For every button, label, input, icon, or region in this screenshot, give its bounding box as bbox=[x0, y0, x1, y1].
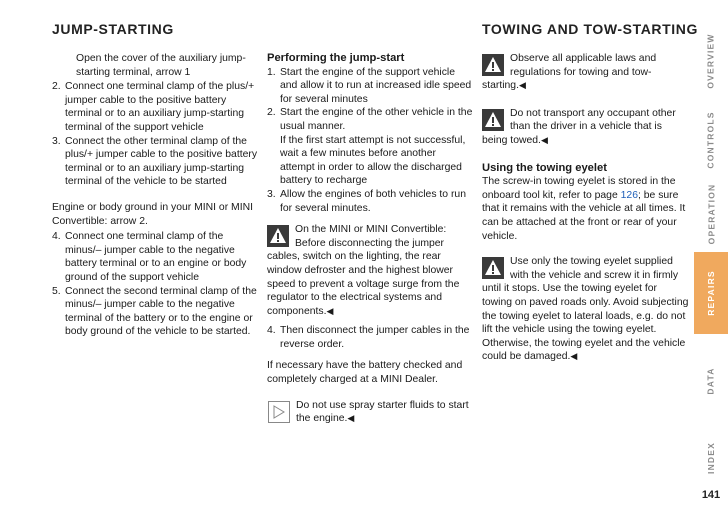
end-mark: ◀ bbox=[347, 413, 355, 424]
steps-list-a bbox=[52, 80, 260, 189]
warning-text: Observe all applicable laws and regulations for towing and tow-starting. bbox=[482, 53, 657, 92]
tab-controls[interactable]: CONTROLS bbox=[706, 111, 717, 169]
ground-text: Engine or body ground in your MINI or MINI Convertible: arrow 2. bbox=[52, 201, 253, 227]
towing-eyelet-heading: Using the towing eyelet bbox=[482, 161, 607, 174]
list-item: 4. Then disconnect the jumper cables in the reverse order. bbox=[267, 325, 470, 350]
towing-eyelet-paragraph: The screw-in towing eyelet is stored in the onboard tool kit, refer to page 126; be sure that it remains with the vehicle at all times. It can be attached at the front or rear of your vehicle. bbox=[482, 176, 686, 242]
warning-text: On the MINI or MINI Convertible: Before disconnecting the jumper cables, switch on the lighting, the rear window defroster and the highest blower speed to prevent a voltage surge from the regulator to the electrical systems and components. bbox=[267, 224, 460, 317]
tab-data[interactable]: DATA bbox=[706, 367, 716, 395]
warning-triangle-icon bbox=[482, 54, 504, 76]
warning-block-disconnect bbox=[267, 223, 473, 318]
end-mark: ◀ bbox=[570, 351, 578, 362]
page-number: 141 bbox=[701, 489, 721, 501]
warning-block-laws bbox=[482, 52, 689, 93]
list-item: 2. Connect one terminal clamp of the plus/+ jumper cable to the positive battery terminal or to an auxiliary jump-starting terminal of the support vehicle bbox=[52, 81, 255, 133]
tab-operation[interactable]: OPERATION bbox=[706, 183, 717, 245]
column-performing-jump-start bbox=[267, 52, 473, 426]
note-arrow-icon bbox=[268, 401, 290, 423]
tab-overview[interactable]: OVERVIEW bbox=[706, 33, 717, 89]
list-item: 5. Connect the second terminal clamp of the minus/– jumper cable to the negative terminal of the battery or to the engine or body ground of the vehicle to be started. bbox=[52, 285, 257, 338]
list-item: 3. Allow the engines of both vehicles to run for several minutes. bbox=[267, 188, 466, 214]
tab-index[interactable]: INDEX bbox=[705, 442, 716, 474]
warning-text: Do not transport any occupant other than the driver in a vehicle that is being towed. bbox=[482, 107, 676, 146]
end-mark: ◀ bbox=[326, 305, 334, 316]
list-item: 1. Start the engine of the support vehicle and allow it to run at increased idle speed for several minutes bbox=[267, 66, 472, 105]
chapter-tabs bbox=[694, 0, 728, 514]
list-item: 2. Start the engine of the other vehicle in the usual manner. If the first start attempt is not successful, wait a few minutes before another attempt in order to allow the discharged battery to recharge bbox=[267, 107, 473, 187]
right-section-title: TOWING AND TOW-STARTING bbox=[482, 21, 698, 37]
list-item: 4. Connect one terminal clamp of the minus/– jumper cable to the negative battery terminal or to an engine or body ground of the support vehicle bbox=[52, 231, 247, 283]
column-towing bbox=[482, 52, 689, 364]
left-section-title: JUMP-STARTING bbox=[52, 21, 174, 37]
warning-triangle-icon bbox=[267, 225, 289, 247]
tab-repairs[interactable]: REPAIRS bbox=[694, 252, 728, 334]
end-mark: ◀ bbox=[540, 134, 548, 145]
end-mark: ◀ bbox=[518, 80, 526, 91]
steps-list-c bbox=[267, 66, 473, 216]
warning-triangle-icon bbox=[482, 257, 504, 279]
performing-heading: Performing the jump-start bbox=[267, 52, 405, 64]
warning-text: Use only the towing eyelet supplied with the vehicle and screw it in firmly until it stops. Use the towing eyelet for towing on paved roads only. Avoid subjecting the towing eyelet to lateral loads, e.g. do not lift the vehicle using the towing eyelet. Otherwise, the towing eyelet and the vehicle could be damaged. bbox=[482, 256, 689, 363]
note-block-spray bbox=[267, 399, 473, 426]
page-reference-link[interactable]: 126 bbox=[620, 189, 638, 201]
warning-triangle-icon bbox=[482, 109, 504, 131]
steps-list-b bbox=[52, 230, 260, 339]
intro-step-text: Open the cover of the auxiliary jump-starting terminal, arrow 1 bbox=[76, 53, 246, 78]
warning-block-occupants bbox=[482, 107, 689, 148]
warning-block-eyelet bbox=[482, 255, 689, 364]
column-jump-starting-steps bbox=[52, 52, 260, 339]
steps-list-d bbox=[267, 324, 473, 351]
note-text: Do not use spray starter fluids to start the engine. bbox=[296, 399, 469, 425]
list-item: 3. Connect the other terminal clamp of the plus/+ jumper cable to the positive battery terminal or to an auxiliary jump-starting terminal of the vehicle to be started bbox=[52, 135, 258, 188]
battery-check-text: If necessary have the battery checked and completely charged at a MINI Dealer. bbox=[267, 360, 463, 386]
